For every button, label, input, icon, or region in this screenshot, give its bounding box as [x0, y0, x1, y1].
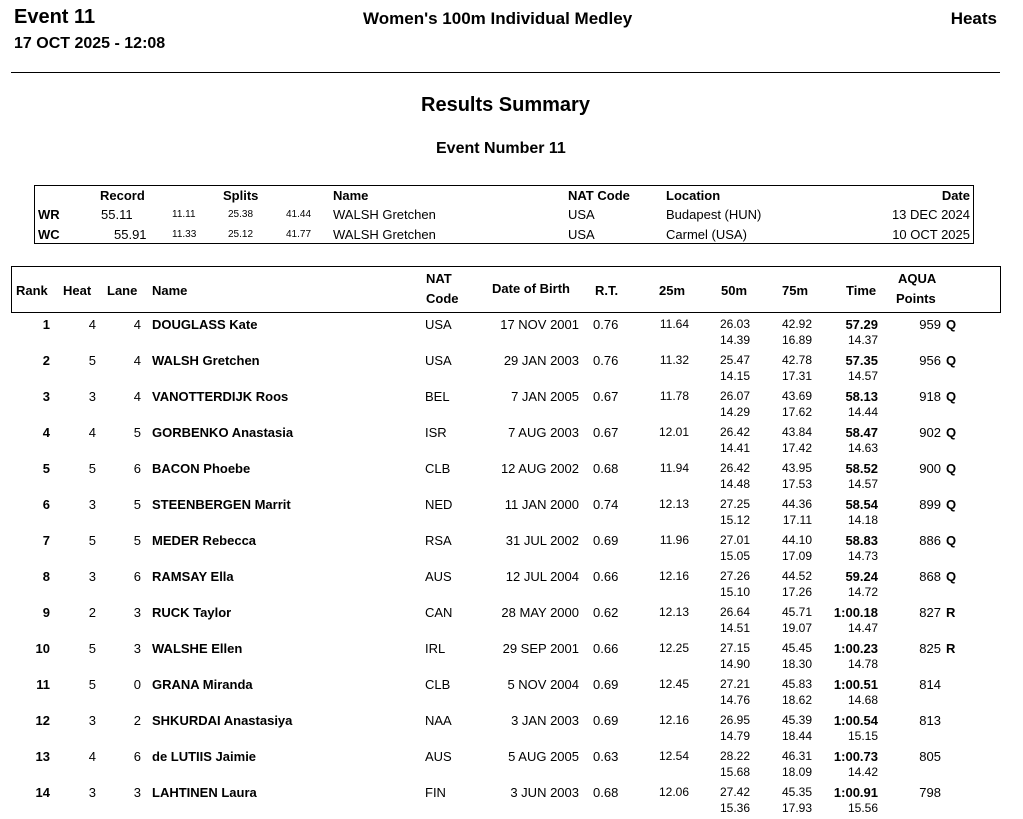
final-time: 57.35: [845, 353, 878, 368]
split-25m: 11.96: [659, 533, 689, 547]
records-header-name: Name: [333, 188, 369, 203]
date-of-birth: 29 SEP 2001: [502, 641, 579, 656]
record-time: 55.11: [101, 207, 133, 222]
split-50m: 27.21: [719, 677, 750, 691]
lane-cell: 6: [133, 749, 141, 764]
records-header-nat: NAT Code: [568, 188, 630, 203]
nat-code: FIN: [425, 785, 446, 800]
lap-100m: 14.47: [847, 621, 878, 635]
final-time: 1:00.18: [833, 605, 878, 620]
nat-code: USA: [425, 317, 452, 332]
reaction-time: 0.67: [593, 389, 619, 404]
record-split-2: 25.12: [228, 229, 254, 240]
final-time: 1:00.23: [833, 641, 878, 656]
records-header-splits: Splits: [223, 188, 259, 203]
nat-code: BEL: [425, 389, 450, 404]
header-divider: [11, 72, 1000, 73]
lap-75m: 17.53: [781, 477, 812, 491]
lap-75m: 18.44: [781, 729, 812, 743]
event-label: Event 11: [14, 6, 96, 28]
col-50m: 50m: [721, 283, 748, 298]
record-split-1: 11.11: [172, 209, 196, 220]
split-25m: 11.32: [659, 353, 689, 367]
col-time: Time: [846, 283, 877, 298]
nat-code: NAA: [425, 713, 452, 728]
record-date: 13 DEC 2024: [891, 207, 970, 222]
split-25m: 12.16: [658, 569, 689, 583]
qualification-mark: R: [946, 641, 956, 656]
result-row: [0, 603, 1023, 639]
records-header-record: Record: [100, 188, 145, 203]
lap-50m: 15.05: [719, 549, 750, 563]
athlete-name: BACON Phoebe: [152, 461, 251, 476]
reaction-time: 0.66: [593, 641, 619, 656]
split-25m: 11.64: [659, 317, 689, 331]
reaction-time: 0.69: [593, 677, 619, 692]
aqua-points: 902: [919, 425, 941, 440]
lap-100m: 15.15: [847, 729, 878, 743]
date-of-birth: 3 JUN 2003: [510, 785, 579, 800]
rank-cell: 13: [35, 749, 50, 764]
result-row: [0, 351, 1023, 387]
final-time: 1:00.54: [833, 713, 878, 728]
result-row: [0, 639, 1023, 675]
rank-cell: 12: [35, 713, 50, 728]
lap-75m: 18.09: [781, 765, 812, 779]
athlete-name: RAMSAY Ella: [152, 569, 234, 584]
lap-50m: 15.68: [719, 765, 750, 779]
lap-50m: 14.51: [719, 621, 750, 635]
qualification-mark: Q: [946, 425, 957, 440]
lap-50m: 14.90: [719, 657, 750, 671]
lap-100m: 14.18: [847, 513, 878, 527]
lap-75m: 17.62: [781, 405, 812, 419]
date-of-birth: 7 JAN 2005: [511, 389, 579, 404]
reaction-time: 0.68: [593, 461, 619, 476]
aqua-points: 805: [919, 749, 941, 764]
lap-75m: 18.30: [781, 657, 812, 671]
lap-50m: 14.48: [719, 477, 750, 491]
final-time: 59.24: [845, 569, 878, 584]
result-row: [0, 567, 1023, 603]
aqua-points: 959: [919, 317, 941, 332]
nat-code: NED: [425, 497, 453, 512]
split-50m: 26.03: [719, 317, 750, 331]
split-25m: 11.94: [659, 461, 689, 475]
qualification-mark: Q: [946, 497, 957, 512]
lap-100m: 14.63: [847, 441, 878, 455]
rank-cell: 10: [35, 641, 50, 656]
rank-cell: 11: [36, 677, 50, 692]
lap-50m: 14.39: [719, 333, 750, 347]
final-time: 58.52: [845, 461, 878, 476]
col-nat-line1: NAT: [426, 271, 452, 286]
result-row: [0, 783, 1023, 819]
heat-cell: 5: [88, 461, 96, 476]
heat-cell: 4: [88, 425, 96, 440]
col-lane: Lane: [107, 283, 138, 298]
lane-cell: 3: [133, 785, 141, 800]
split-50m: 26.95: [719, 713, 750, 727]
date-of-birth: 28 MAY 2000: [501, 605, 579, 620]
date-of-birth: 5 NOV 2004: [507, 677, 579, 692]
split-25m: 12.13: [658, 497, 689, 511]
rank-cell: 4: [42, 425, 50, 440]
final-time: 57.29: [845, 317, 878, 332]
athlete-name: MEDER Rebecca: [152, 533, 257, 548]
lap-75m: 17.11: [782, 513, 812, 527]
result-row: [0, 423, 1023, 459]
nat-code: CLB: [425, 461, 451, 476]
split-25m: 12.25: [658, 641, 689, 655]
col-25m: 25m: [659, 283, 686, 298]
heat-cell: 3: [88, 389, 96, 404]
record-location: Budapest (HUN): [666, 207, 762, 222]
rank-cell: 7: [42, 533, 50, 548]
qualification-mark: Q: [946, 317, 957, 332]
rank-cell: 3: [42, 389, 50, 404]
reaction-time: 0.74: [593, 497, 619, 512]
split-75m: 43.69: [781, 389, 812, 403]
athlete-name: VANOTTERDIJK Roos: [152, 389, 289, 404]
lap-50m: 14.29: [719, 405, 750, 419]
split-25m: 12.01: [658, 425, 689, 439]
lane-cell: 5: [133, 533, 141, 548]
rank-cell: 14: [35, 785, 50, 800]
rank-cell: 2: [42, 353, 50, 368]
result-row: [0, 315, 1023, 351]
aqua-points: 900: [919, 461, 941, 476]
lane-cell: 4: [133, 317, 141, 332]
lane-cell: 4: [133, 389, 141, 404]
final-time: 1:00.51: [833, 677, 878, 692]
athlete-name: de LUTIIS Jaimie: [152, 749, 257, 764]
rank-cell: 6: [42, 497, 50, 512]
lap-100m: 14.37: [847, 333, 878, 347]
lap-100m: 14.73: [847, 549, 878, 563]
split-75m: 45.39: [781, 713, 812, 727]
records-table: [34, 185, 974, 244]
nat-code: CAN: [425, 605, 453, 620]
record-date: 10 OCT 2025: [892, 227, 970, 242]
result-row: [0, 531, 1023, 567]
event-title: Women's 100m Individual Medley: [363, 9, 633, 28]
heat-cell: 2: [88, 605, 96, 620]
col-rt: R.T.: [595, 283, 619, 298]
nat-code: IRL: [425, 641, 446, 656]
results-header: [11, 266, 1001, 313]
date-of-birth: 3 JAN 2003: [511, 713, 579, 728]
split-25m: 12.54: [658, 749, 689, 763]
lap-50m: 15.36: [719, 801, 750, 815]
heat-cell: 4: [88, 317, 96, 332]
split-50m: 25.47: [719, 353, 750, 367]
date-of-birth: 17 NOV 2001: [500, 317, 579, 332]
date-of-birth: 7 AUG 2003: [508, 425, 579, 440]
col-rank: Rank: [16, 283, 48, 298]
reaction-time: 0.63: [593, 749, 619, 764]
lap-100m: 14.44: [847, 405, 878, 419]
col-points-line2: Points: [896, 291, 936, 306]
split-25m: 12.45: [658, 677, 689, 691]
heat-cell: 3: [88, 569, 96, 584]
lap-75m: 18.62: [781, 693, 812, 707]
lane-cell: 3: [133, 641, 141, 656]
lap-75m: 17.31: [781, 369, 812, 383]
date-of-birth: 11 JAN 2000: [504, 497, 579, 512]
lap-50m: 14.15: [719, 369, 750, 383]
lap-50m: 14.41: [719, 441, 750, 455]
reaction-time: 0.66: [593, 569, 619, 584]
athlete-name: DOUGLASS Kate: [152, 317, 258, 332]
qualification-mark: Q: [946, 353, 957, 368]
record-nat: USA: [568, 227, 595, 242]
athlete-name: RUCK Taylor: [152, 605, 232, 620]
lap-75m: 17.93: [781, 801, 812, 815]
split-50m: 27.15: [719, 641, 750, 655]
event-phase: Heats: [950, 9, 997, 28]
record-nat: USA: [568, 207, 595, 222]
heat-cell: 5: [88, 677, 96, 692]
aqua-points: 886: [919, 533, 941, 548]
lap-100m: 15.56: [847, 801, 878, 815]
qualification-mark: Q: [946, 533, 957, 548]
record-split-2: 25.38: [228, 209, 254, 220]
lane-cell: 3: [133, 605, 141, 620]
split-75m: 45.83: [781, 677, 812, 691]
date-of-birth: 29 JAN 2003: [503, 353, 579, 368]
lap-75m: 19.07: [781, 621, 812, 635]
final-time: 58.54: [845, 497, 878, 512]
athlete-name: LAHTINEN Laura: [152, 785, 257, 800]
heat-cell: 5: [88, 533, 96, 548]
reaction-time: 0.67: [593, 425, 619, 440]
nat-code: AUS: [425, 569, 452, 584]
lap-100m: 14.78: [847, 657, 878, 671]
lap-100m: 14.72: [847, 585, 878, 599]
result-row: [0, 459, 1023, 495]
nat-code: ISR: [425, 425, 447, 440]
lap-50m: 14.79: [719, 729, 750, 743]
split-75m: 44.52: [781, 569, 812, 583]
col-75m: 75m: [782, 283, 809, 298]
record-type: WC: [38, 227, 60, 242]
final-time: 1:00.73: [833, 749, 878, 764]
date-of-birth: 5 AUG 2005: [508, 749, 579, 764]
record-location: Carmel (USA): [666, 227, 747, 242]
athlete-name: GORBENKO Anastasia: [152, 425, 294, 440]
event-datetime: 17 OCT 2025 - 12:08: [14, 35, 166, 52]
final-time: 1:00.91: [833, 785, 878, 800]
heat-cell: 4: [88, 749, 96, 764]
lap-75m: 17.26: [781, 585, 812, 599]
athlete-name: SHKURDAI Anastasiya: [152, 713, 293, 728]
reaction-time: 0.76: [593, 353, 619, 368]
nat-code: CLB: [425, 677, 451, 692]
heat-cell: 5: [88, 353, 96, 368]
split-50m: 26.42: [719, 461, 750, 475]
split-75m: 45.45: [781, 641, 812, 655]
result-row: [0, 495, 1023, 531]
split-75m: 44.10: [781, 533, 812, 547]
lap-100m: 14.42: [847, 765, 878, 779]
date-of-birth: 12 JUL 2004: [505, 569, 579, 584]
heat-cell: 3: [88, 785, 96, 800]
athlete-name: WALSHE Ellen: [152, 641, 243, 656]
record-split-3: 41.44: [286, 209, 312, 220]
split-75m: 43.84: [781, 425, 812, 439]
split-75m: 46.31: [781, 749, 812, 763]
aqua-points: 827: [919, 605, 941, 620]
record-type: WR: [38, 207, 60, 222]
reaction-time: 0.76: [593, 317, 619, 332]
split-50m: 28.22: [719, 749, 750, 763]
record-name: WALSH Gretchen: [333, 207, 436, 222]
split-50m: 27.01: [719, 533, 750, 547]
aqua-points: 813: [919, 713, 941, 728]
split-50m: 26.07: [719, 389, 750, 403]
split-75m: 42.78: [781, 353, 812, 367]
final-time: 58.13: [845, 389, 878, 404]
heat-cell: 3: [88, 713, 96, 728]
split-25m: 12.06: [658, 785, 689, 799]
nat-code: RSA: [425, 533, 452, 548]
nat-code: USA: [425, 353, 452, 368]
aqua-points: 899: [919, 497, 941, 512]
record-split-3: 41.77: [286, 229, 312, 240]
rank-cell: 5: [42, 461, 50, 476]
record-split-1: 11.33: [172, 229, 197, 240]
heat-cell: 5: [88, 641, 96, 656]
result-row: [0, 711, 1023, 747]
final-time: 58.83: [845, 533, 878, 548]
split-50m: 27.26: [719, 569, 750, 583]
lap-100m: 14.57: [847, 477, 878, 491]
split-25m: 12.13: [658, 605, 689, 619]
lane-cell: 0: [133, 677, 141, 692]
record-time: 55.91: [114, 227, 147, 242]
athlete-name: STEENBERGEN Marrit: [152, 497, 291, 512]
aqua-points: 814: [919, 677, 941, 692]
split-50m: 27.42: [719, 785, 750, 799]
lane-cell: 5: [133, 425, 141, 440]
aqua-points: 798: [919, 785, 941, 800]
qualification-mark: R: [946, 605, 956, 620]
qualification-mark: Q: [946, 569, 957, 584]
split-75m: 44.36: [781, 497, 812, 511]
split-50m: 26.64: [719, 605, 750, 619]
col-nat-line2: Code: [426, 291, 459, 306]
lap-100m: 14.57: [847, 369, 878, 383]
lap-50m: 15.12: [719, 513, 750, 527]
split-75m: 43.95: [781, 461, 812, 475]
result-row: [0, 747, 1023, 783]
col-points-line1: AQUA: [898, 271, 937, 286]
col-heat: Heat: [63, 283, 92, 298]
reaction-time: 0.62: [593, 605, 619, 620]
col-name: Name: [152, 283, 188, 298]
athlete-name: WALSH Gretchen: [152, 353, 260, 368]
rank-cell: 9: [42, 605, 50, 620]
records-header-location: Location: [666, 188, 721, 203]
lap-75m: 17.09: [781, 549, 812, 563]
rank-cell: 1: [42, 317, 50, 332]
aqua-points: 918: [919, 389, 941, 404]
record-name: WALSH Gretchen: [333, 227, 436, 242]
split-50m: 27.25: [719, 497, 750, 511]
split-75m: 42.92: [781, 317, 812, 331]
result-row: [0, 675, 1023, 711]
lap-100m: 14.68: [847, 693, 878, 707]
lane-cell: 6: [133, 461, 141, 476]
qualification-mark: Q: [946, 461, 957, 476]
lap-75m: 17.42: [781, 441, 812, 455]
split-25m: 11.78: [659, 389, 689, 403]
qualification-mark: Q: [946, 389, 957, 404]
records-header-date: Date: [941, 188, 970, 203]
lap-50m: 14.76: [719, 693, 750, 707]
lap-50m: 15.10: [719, 585, 750, 599]
final-time: 58.47: [845, 425, 878, 440]
event-number: Event Number 11: [436, 140, 566, 157]
page-title: Results Summary: [421, 94, 590, 116]
result-row: [0, 387, 1023, 423]
athlete-name: GRANA Miranda: [152, 677, 253, 692]
lane-cell: 4: [133, 353, 141, 368]
reaction-time: 0.68: [593, 785, 619, 800]
split-25m: 12.16: [658, 713, 689, 727]
heat-cell: 3: [88, 497, 96, 512]
split-75m: 45.35: [781, 785, 812, 799]
aqua-points: 825: [919, 641, 941, 656]
lane-cell: 5: [133, 497, 141, 512]
rank-cell: 8: [42, 569, 50, 584]
split-50m: 26.42: [719, 425, 750, 439]
col-dob: Date of Birth: [492, 281, 570, 296]
lap-75m: 16.89: [781, 333, 812, 347]
date-of-birth: 12 AUG 2002: [500, 461, 579, 476]
reaction-time: 0.69: [593, 533, 619, 548]
reaction-time: 0.69: [593, 713, 619, 728]
aqua-points: 956: [919, 353, 941, 368]
date-of-birth: 31 JUL 2002: [505, 533, 579, 548]
aqua-points: 868: [919, 569, 941, 584]
lane-cell: 2: [133, 713, 141, 728]
lane-cell: 6: [133, 569, 141, 584]
split-75m: 45.71: [781, 605, 812, 619]
nat-code: AUS: [425, 749, 452, 764]
